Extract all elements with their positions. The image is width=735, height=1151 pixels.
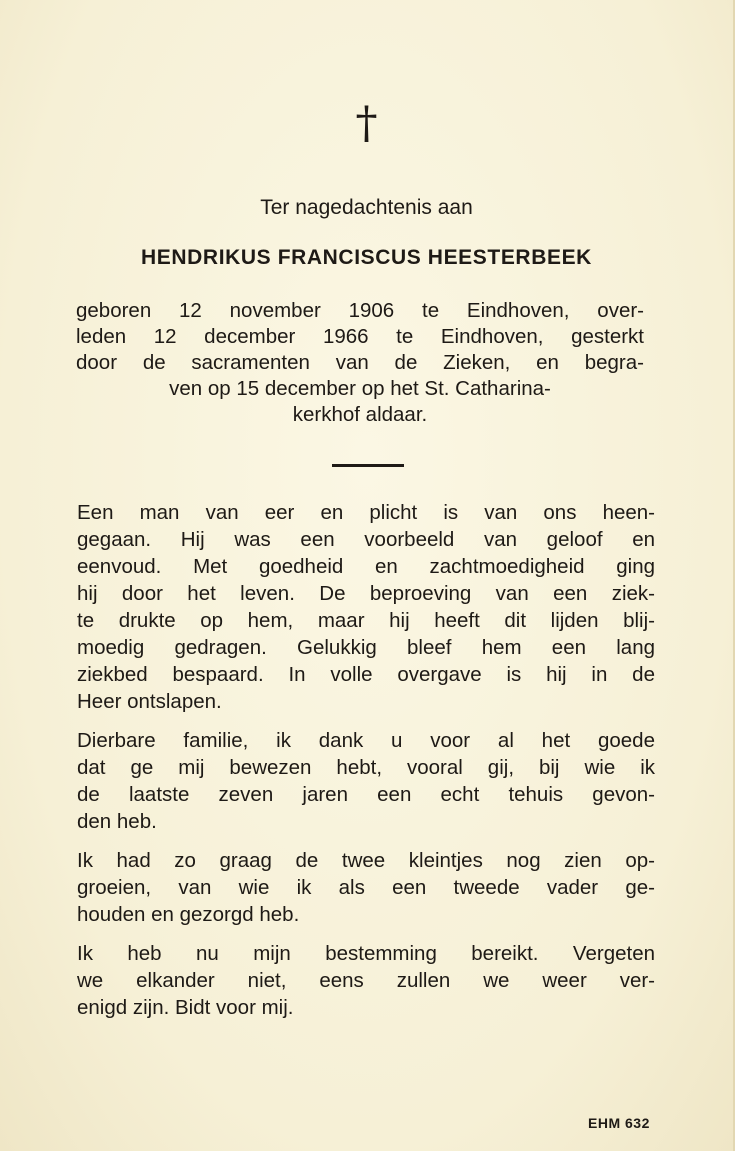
paragraph [77, 499, 655, 715]
text-line: Een man van eer en plicht is van ons heen- [77, 501, 655, 524]
text-line: groeien, van wie ik als een tweede vader ge- [77, 876, 655, 899]
text-line: we elkander niet, eens zullen we weer ver- [77, 969, 655, 992]
biography [76, 298, 644, 428]
intro-text: Ter nagedachtenis aan [260, 196, 473, 219]
paragraph [77, 940, 655, 1021]
text-line: Heer ontslapen. [77, 690, 222, 713]
text-line: te drukte op hem, maar hij heeft dit lijden blij- [77, 609, 655, 632]
bio-line: ven op 15 december op het St. Catharina- [169, 377, 551, 400]
text-line: eenvoud. Met goedheid en zachtmoedigheid ging [77, 555, 655, 578]
text-line: moedig gedragen. Gelukkig bleef hem een lang [77, 636, 655, 659]
bio-line: kerkhof aldaar. [292, 403, 428, 426]
text-line: enigd zijn. Bidt voor mij. [77, 996, 294, 1019]
text-line: gegaan. Hij was een voorbeeld van geloof en [77, 528, 655, 551]
text-line: ziekbed bespaard. In volle overgave is hij in de [77, 663, 655, 686]
paragraph [77, 847, 655, 928]
print-code: EHM 632 [588, 1115, 650, 1131]
text-line: hij door het leven. De beproeving van een ziek- [77, 582, 655, 605]
bio-line: geboren 12 november 1906 te Eindhoven, over- [76, 299, 644, 322]
divider [332, 464, 404, 467]
text-line: Ik had zo graag de twee kleintjes nog zien op- [77, 849, 655, 872]
text-line: Ik heb nu mijn bestemming bereikt. Vergeten [77, 942, 655, 965]
text-line: Dierbare familie, ik dank u voor al het goede [77, 729, 655, 752]
bio-line: door de sacramenten van de Zieken, en begra- [76, 351, 644, 374]
text-line: houden en gezorgd heb. [77, 903, 300, 926]
bio-line: leden 12 december 1966 te Eindhoven, gesterkt [76, 325, 644, 348]
memorial-text [77, 499, 655, 1033]
cross-icon: † [355, 98, 378, 149]
text-line: den heb. [77, 810, 157, 833]
text-line: de laatste zeven jaren een echt tehuis gevon- [77, 783, 655, 806]
paragraph [77, 727, 655, 835]
text-line: dat ge mij bewezen hebt, vooral gij, bij wie ik [77, 756, 655, 779]
deceased-name: HENDRIKUS FRANCISCUS HEESTERBEEK [141, 246, 592, 269]
